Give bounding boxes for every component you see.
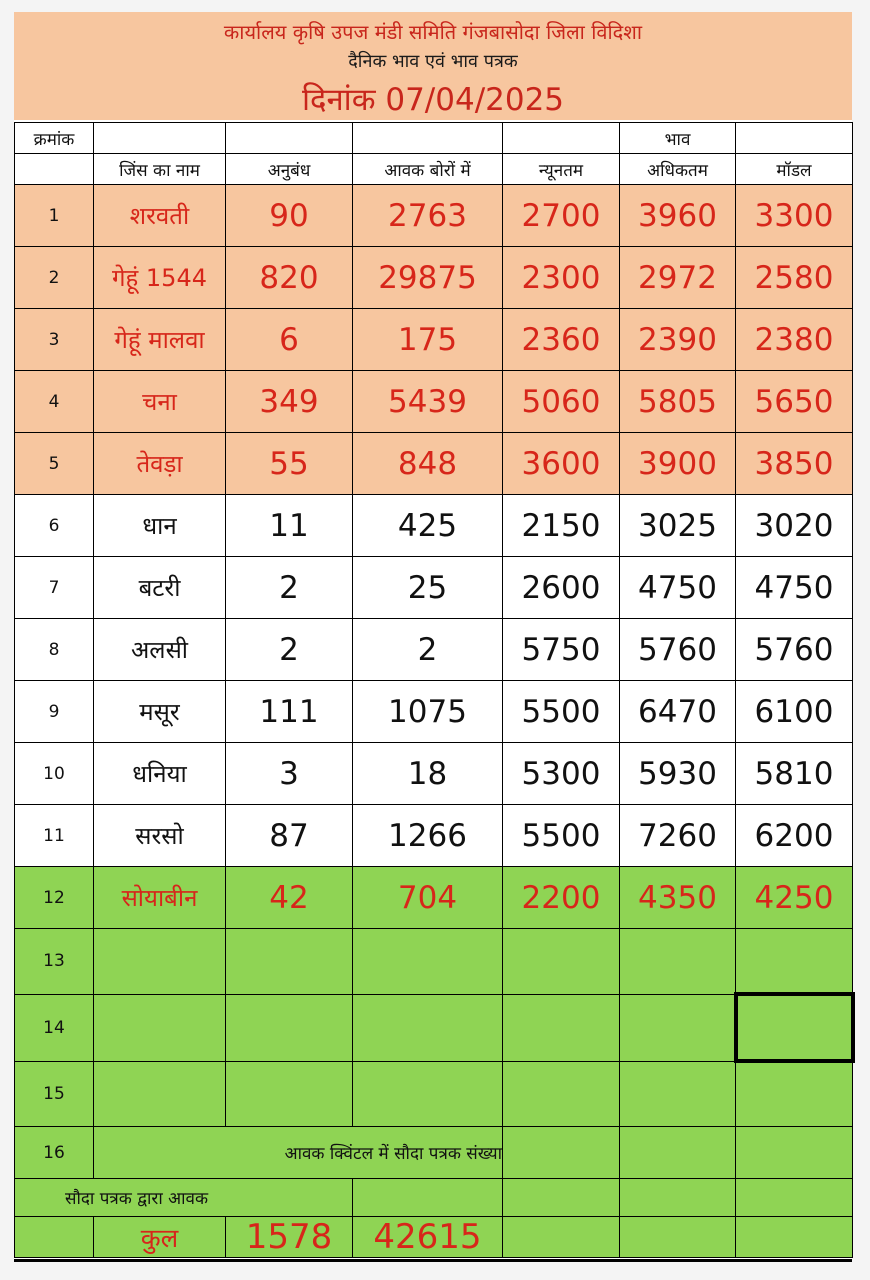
commodity-cell: तेवड़ा: [94, 433, 226, 495]
table-row: [15, 247, 853, 309]
min-cell: 2150: [503, 495, 620, 557]
arrival-cell: 1266: [353, 805, 503, 867]
modal-cell: 6200: [736, 805, 853, 867]
empty-cell: [503, 1127, 620, 1179]
max-cell: 3960: [620, 185, 736, 247]
table-row: [15, 1127, 853, 1179]
contract-cell: 55: [226, 433, 353, 495]
contract-cell: 3: [226, 743, 353, 805]
contract-cell: 42: [226, 867, 353, 929]
empty-cell: [736, 1061, 853, 1127]
total-contract-cell: 1578: [226, 1217, 353, 1258]
arrival-cell: 425: [353, 495, 503, 557]
empty-cell: [736, 994, 853, 1061]
arrival-header: आवक बोरों में: [353, 154, 503, 185]
contract-cell: 820: [226, 247, 353, 309]
modal-cell: 3020: [736, 495, 853, 557]
table-row: [15, 433, 853, 495]
serial-cell: 14: [15, 994, 94, 1061]
modal-cell: 3850: [736, 433, 853, 495]
quintal-label-cell: आवक क्विंटल में सौदा पत्रक संख्या: [94, 1127, 503, 1179]
sheet-header: [14, 12, 852, 120]
empty-cell: [503, 929, 620, 995]
arrival-cell: 2763: [353, 185, 503, 247]
modal-cell: 6100: [736, 681, 853, 743]
arrival-cell: 29875: [353, 247, 503, 309]
commodity-cell: शरवती: [94, 185, 226, 247]
table-row: [15, 371, 853, 433]
serial-cell: 2: [15, 247, 94, 309]
serial-cell: 9: [15, 681, 94, 743]
empty-cell: [94, 994, 226, 1061]
arrival-cell: 704: [353, 867, 503, 929]
empty-cell: [736, 1217, 853, 1258]
table-row: [15, 309, 853, 371]
empty-cell: [503, 1179, 620, 1217]
serial-cell: 12: [15, 867, 94, 929]
contract-header: अनुबंध: [226, 154, 353, 185]
max-cell: 3900: [620, 433, 736, 495]
commodity-cell: बटरी: [94, 557, 226, 619]
empty-cell: [620, 1179, 736, 1217]
min-cell: 2300: [503, 247, 620, 309]
contract-cell: 2: [226, 557, 353, 619]
max-cell: 3025: [620, 495, 736, 557]
commodity-cell: गेहूं मालवा: [94, 309, 226, 371]
modal-cell: 5650: [736, 371, 853, 433]
empty-cell: [353, 994, 503, 1061]
total-arrival-cell: 42615: [353, 1217, 503, 1258]
serial-cell: 5: [15, 433, 94, 495]
arrival-cell: 848: [353, 433, 503, 495]
total-label-cell: कुल: [94, 1217, 226, 1258]
min-cell: 2200: [503, 867, 620, 929]
empty-cell: [736, 1179, 853, 1217]
empty-cell: [736, 929, 853, 995]
contract-cell: 111: [226, 681, 353, 743]
min-cell: 5500: [503, 681, 620, 743]
arrival-cell: 175: [353, 309, 503, 371]
table-row: [15, 681, 853, 743]
contract-cell: 90: [226, 185, 353, 247]
empty-cell: [94, 1061, 226, 1127]
commodity-cell: गेहूं 1544: [94, 247, 226, 309]
contract-cell: 87: [226, 805, 353, 867]
sauda-label-cell: सौदा पत्रक द्वारा आवक: [15, 1179, 353, 1217]
contract-cell: 11: [226, 495, 353, 557]
modal-cell: 4750: [736, 557, 853, 619]
max-cell: 6470: [620, 681, 736, 743]
min-cell: 5750: [503, 619, 620, 681]
empty-cell: [353, 1179, 503, 1217]
empty-cell: [503, 1061, 620, 1127]
arrival-cell: 5439: [353, 371, 503, 433]
table-row: [15, 557, 853, 619]
serial-cell: 1: [15, 185, 94, 247]
min-cell: 2600: [503, 557, 620, 619]
arrival-cell: 18: [353, 743, 503, 805]
table-row: [15, 805, 853, 867]
table-row: [15, 929, 853, 995]
table-row: [15, 185, 853, 247]
max-cell: 4350: [620, 867, 736, 929]
serial-cell: 8: [15, 619, 94, 681]
min-cell: 5060: [503, 371, 620, 433]
min-header: न्यूनतम: [503, 154, 620, 185]
header-row-2: [15, 154, 853, 185]
empty-cell: [620, 929, 736, 995]
serial-cell: 15: [15, 1061, 94, 1127]
commodity-cell: सरसो: [94, 805, 226, 867]
serial-cell: 4: [15, 371, 94, 433]
empty-cell: [226, 929, 353, 995]
table-bottom-border: [14, 1259, 852, 1262]
max-cell: 4750: [620, 557, 736, 619]
arrival-cell: 2: [353, 619, 503, 681]
max-cell: 5805: [620, 371, 736, 433]
commodity-cell: मसूर: [94, 681, 226, 743]
table-row: [15, 1179, 853, 1217]
min-cell: 5300: [503, 743, 620, 805]
contract-cell: 6: [226, 309, 353, 371]
table-row: [15, 619, 853, 681]
empty-cell: [503, 1217, 620, 1258]
empty-cell: [736, 1127, 853, 1179]
modal-cell: 2380: [736, 309, 853, 371]
sheet-date: दिनांक 07/04/2025: [301, 82, 565, 118]
price-table: [14, 122, 855, 1258]
serial-cell: 6: [15, 495, 94, 557]
commodity-cell: सोयाबीन: [94, 867, 226, 929]
max-cell: 5930: [620, 743, 736, 805]
min-cell: 3600: [503, 433, 620, 495]
modal-cell: 5810: [736, 743, 853, 805]
empty-cell: [620, 1061, 736, 1127]
max-cell: 2972: [620, 247, 736, 309]
empty-cell: [15, 1217, 94, 1258]
max-cell: 7260: [620, 805, 736, 867]
serial-header: क्रमांक: [15, 123, 94, 154]
empty-cell: [94, 929, 226, 995]
max-header: अधिकतम: [620, 154, 736, 185]
modal-cell: 4250: [736, 867, 853, 929]
contract-cell: 349: [226, 371, 353, 433]
sheet-subtitle: दैनिक भाव एवं भाव पत्रक: [348, 51, 518, 72]
modal-cell: 2580: [736, 247, 853, 309]
serial-cell: 3: [15, 309, 94, 371]
modal-cell: 5760: [736, 619, 853, 681]
serial-cell: 7: [15, 557, 94, 619]
max-cell: 5760: [620, 619, 736, 681]
table-row: [15, 743, 853, 805]
table-row: [15, 495, 853, 557]
serial-cell: 16: [15, 1127, 94, 1179]
table-row: [15, 1061, 853, 1127]
commodity-cell: धान: [94, 495, 226, 557]
max-cell: 2390: [620, 309, 736, 371]
modal-header: मॉडल: [736, 154, 853, 185]
table-row: [15, 867, 853, 929]
arrival-cell: 25: [353, 557, 503, 619]
empty-cell: [620, 994, 736, 1061]
min-cell: 5500: [503, 805, 620, 867]
price-sheet: [14, 12, 852, 1262]
contract-cell: 2: [226, 619, 353, 681]
empty-cell: [226, 994, 353, 1061]
serial-cell: 13: [15, 929, 94, 995]
arrival-cell: 1075: [353, 681, 503, 743]
table-row: [15, 994, 853, 1061]
empty-cell: [620, 1217, 736, 1258]
commodity-cell: चना: [94, 371, 226, 433]
serial-cell: 11: [15, 805, 94, 867]
min-cell: 2360: [503, 309, 620, 371]
office-title: कार्यालय कृषि उपज मंडी समिति गंजबासोदा जिला विदिशा: [223, 20, 643, 44]
empty-cell: [353, 1061, 503, 1127]
commodity-header: जिंस का नाम: [94, 154, 226, 185]
totals-row: [15, 1217, 853, 1258]
commodity-cell: धनिया: [94, 743, 226, 805]
min-cell: 2700: [503, 185, 620, 247]
commodity-cell: अलसी: [94, 619, 226, 681]
empty-cell: [620, 1127, 736, 1179]
serial-cell: 10: [15, 743, 94, 805]
empty-cell: [503, 994, 620, 1061]
empty-cell: [353, 929, 503, 995]
price-group-header: भाव: [620, 123, 736, 154]
header-row-1: [15, 123, 853, 154]
modal-cell: 3300: [736, 185, 853, 247]
empty-cell: [226, 1061, 353, 1127]
